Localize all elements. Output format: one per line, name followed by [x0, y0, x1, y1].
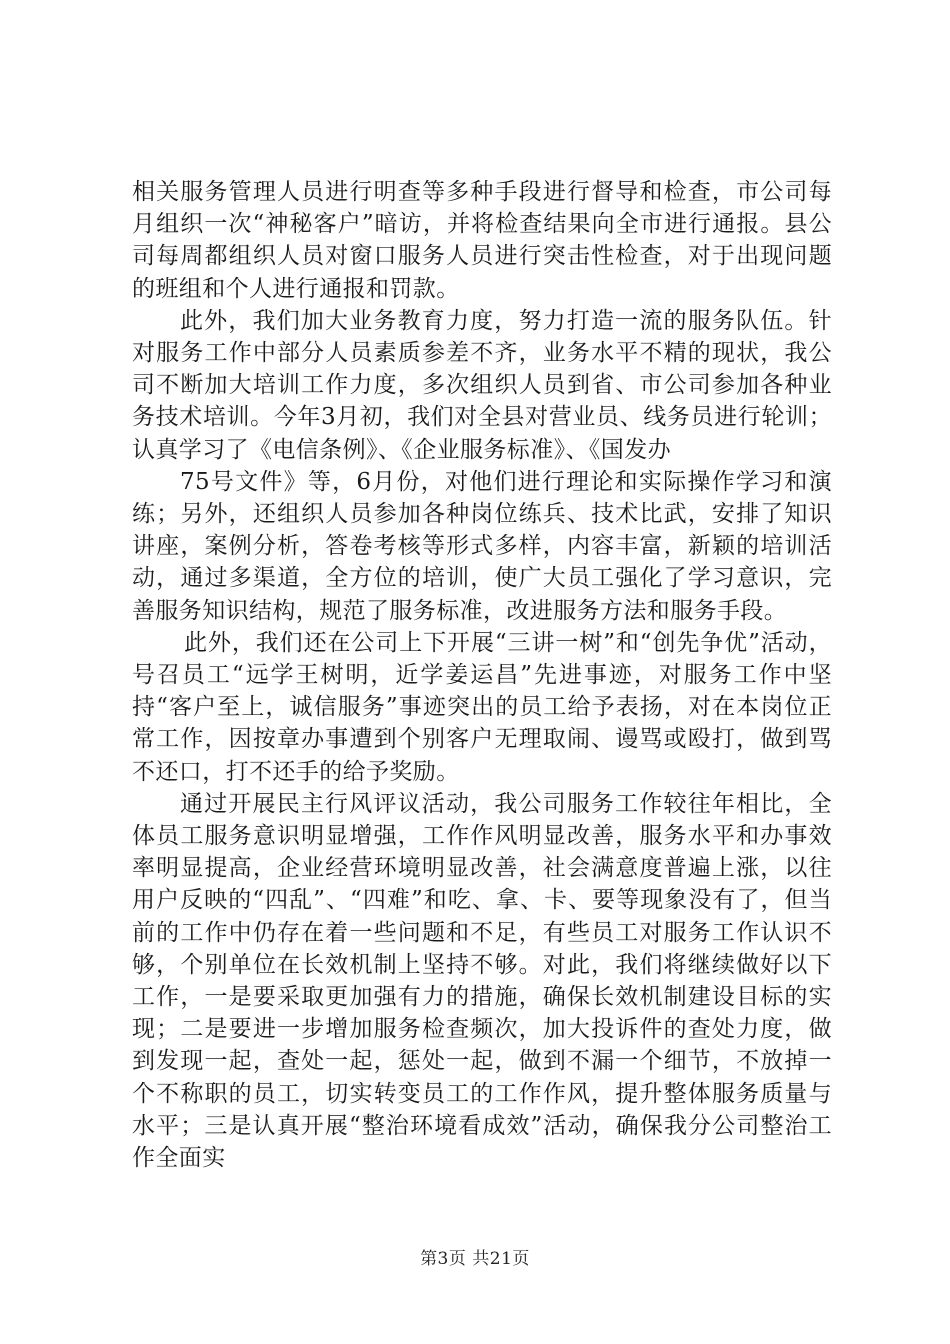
paragraph-training-continued: 75号文件》等，6月份，对他们进行理论和实际操作学习和演练；另外，还组织人员参加各种岗位练兵、技术比武，安排了知识讲座，案例分析，答卷考核等形式多样，内容丰富，新颖的培训活动，通过多渠道，全方位的培训，使广大员工强化了学习意识，完善服务知识结构，规范了服务标准，改进服务方法和服务手段。: [132, 468, 832, 624]
body-text: [132, 176, 832, 1174]
paragraph-results: 通过开展民主行风评议活动，我公司服务工作较往年相比，全体员工服务意识明显增强，工作作风明显改善，服务水平和办事效率明显提高，企业经营环境明显改善，社会满意度普遍上涨，以往用户反映的“四乱”、“四难”和吃、拿、卡、要等现象没有了，但当前的工作中仍存在着一些问题和不足，有些员工对服务工作认识不够，个别单位在长效机制上坚持不够。对此，我们将继续做好以下工作，一是要采取更加强有力的措施，确保长效机制建设目标的实现；二是要进一步增加服务检查频次，加大投诉件的查处力度，做到发现一起，查处一起，惩处一起，做到不漏一个细节，不放掉一个不称职的员工，切实转变员工的工作作风，提升整体服务质量与水平；三是认真开展“整治环境看成效”活动，确保我分公司整治工作全面实: [132, 790, 832, 1172]
page-footer: 第3页 共21页: [420, 1249, 530, 1269]
paragraph-training: 此外，我们加大业务教育力度，努力打造一流的服务队伍。针对服务工作中部分人员素质参差不齐，业务水平不精的现状，我公司不断加大培训工作力度，多次组织人员到省、市公司参加各种业务技术培训。今年3月初，我们对全县对营业员、线务员进行轮训；认真学习了《电信条例》、《企业服务标准》、《国发办: [132, 307, 832, 463]
paragraph-continuation: 相关服务管理人员进行明查等多种手段进行督导和检查，市公司每月组织一次“神秘客户”暗访，并将检查结果向全市进行通报。县公司每周都组织人员对窗口服务人员进行突击性检查，对于出现问题的班组和个人进行通报和罚款。: [132, 179, 832, 302]
paragraph-activities: 此外，我们还在公司上下开展“三讲一树”和“创先争优”活动，号召员工“远学王树明，近学姜运昌”先进事迹，对服务工作中坚持“客户至上，诚信服务”事迹突出的员工给予表扬，对在本岗位正常工作，因按章办事遭到个别客户无理取闹、谩骂或殴打，做到骂不还口，打不还手的给予奖励。: [132, 629, 832, 785]
